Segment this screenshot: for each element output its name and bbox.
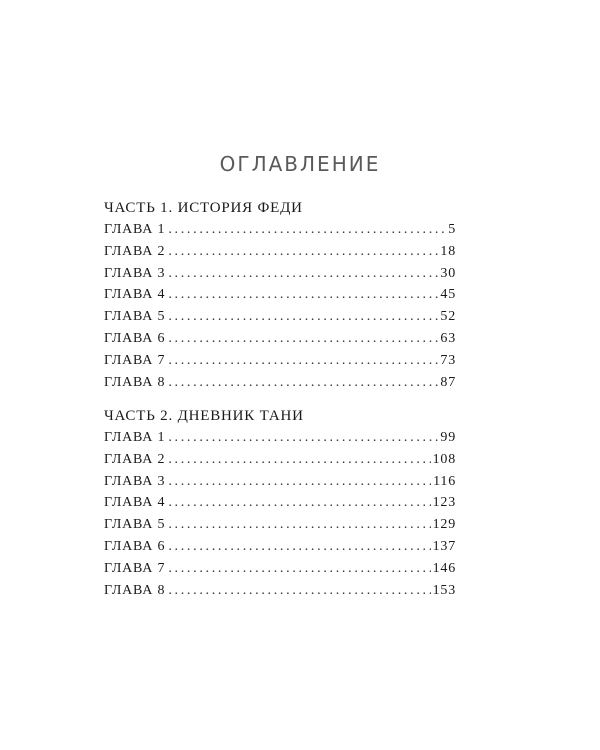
dot-leader (165, 328, 438, 350)
page-number: 153 (432, 582, 456, 598)
toc-entry[interactable] (104, 492, 456, 514)
toc-entry[interactable] (104, 372, 456, 394)
chapter-label: ГЛАВА 4 (104, 495, 166, 511)
dot-leader (165, 284, 438, 306)
chapter-label: ГЛАВА 5 (104, 517, 166, 533)
chapter-label: ГЛАВА 7 (104, 560, 166, 576)
toc-entry[interactable] (104, 241, 456, 263)
page-number: 87 (440, 374, 456, 390)
chapter-label: ГЛАВА 8 (104, 374, 166, 390)
dot-leader (165, 372, 438, 394)
page-number: 73 (440, 352, 456, 368)
page-number: 146 (432, 560, 456, 576)
dot-leader (165, 580, 430, 602)
page-number: 99 (440, 430, 456, 445)
page-number: 63 (440, 330, 456, 346)
chapter-label: ГЛАВА 3 (104, 265, 166, 281)
toc-entry[interactable] (104, 536, 456, 558)
dot-leader (165, 536, 430, 558)
page-number: 116 (433, 473, 456, 489)
page-number: 108 (432, 451, 456, 467)
page-number: 30 (440, 265, 456, 281)
toc-entry[interactable] (104, 471, 456, 493)
page-number: 52 (440, 309, 456, 325)
toc-entry[interactable] (104, 328, 456, 350)
page-number: 5 (448, 222, 456, 237)
toc-entry[interactable] (104, 263, 456, 285)
chapter-label: ГЛАВА 6 (104, 330, 166, 346)
page-number: 18 (440, 243, 456, 259)
dot-leader (165, 263, 438, 285)
chapter-label: ГЛАВА 7 (104, 352, 166, 368)
toc-entry[interactable] (104, 427, 456, 449)
chapter-label: ГЛАВА 4 (104, 287, 166, 303)
dot-leader (165, 350, 438, 372)
dot-leader (165, 306, 438, 328)
toc-entry[interactable] (104, 306, 456, 328)
toc-entry[interactable] (104, 514, 456, 536)
dot-leader (165, 492, 430, 514)
chapter-label: ГЛАВА 8 (104, 582, 166, 598)
chapter-label: ГЛАВА 6 (104, 538, 166, 554)
toc-entry[interactable] (104, 350, 456, 372)
dot-leader (165, 241, 438, 263)
chapter-label: ГЛАВА 2 (104, 451, 166, 467)
part-heading: ЧАСТЬ 1. ИСТОРИЯ ФЕДИ (104, 200, 303, 216)
toc-entry[interactable] (104, 580, 456, 602)
dot-leader (165, 219, 446, 241)
chapter-label: ГЛАВА 2 (104, 243, 166, 259)
chapter-label: ГЛАВА 1 (104, 222, 166, 237)
part-heading: ЧАСТЬ 2. ДНЕВНИК ТАНИ (104, 408, 304, 424)
toc-part-1 (104, 197, 456, 393)
page-number: 123 (432, 495, 456, 511)
toc-title: ОГЛАВЛЕНИЕ (219, 152, 381, 176)
toc-entry[interactable] (104, 219, 456, 241)
chapter-label: ГЛАВА 1 (104, 430, 166, 445)
page-number: 45 (440, 287, 456, 303)
dot-leader (165, 471, 431, 493)
dot-leader (165, 514, 430, 536)
dot-leader (165, 427, 438, 449)
page-number: 129 (432, 517, 456, 533)
toc-entry[interactable] (104, 284, 456, 306)
dot-leader (165, 449, 430, 471)
chapter-label: ГЛАВА 5 (104, 309, 166, 325)
toc-part-2 (104, 405, 456, 601)
dot-leader (165, 558, 430, 580)
page-number: 137 (432, 538, 456, 554)
toc-entry[interactable] (104, 558, 456, 580)
toc-entry[interactable] (104, 449, 456, 471)
chapter-label: ГЛАВА 3 (104, 473, 166, 489)
